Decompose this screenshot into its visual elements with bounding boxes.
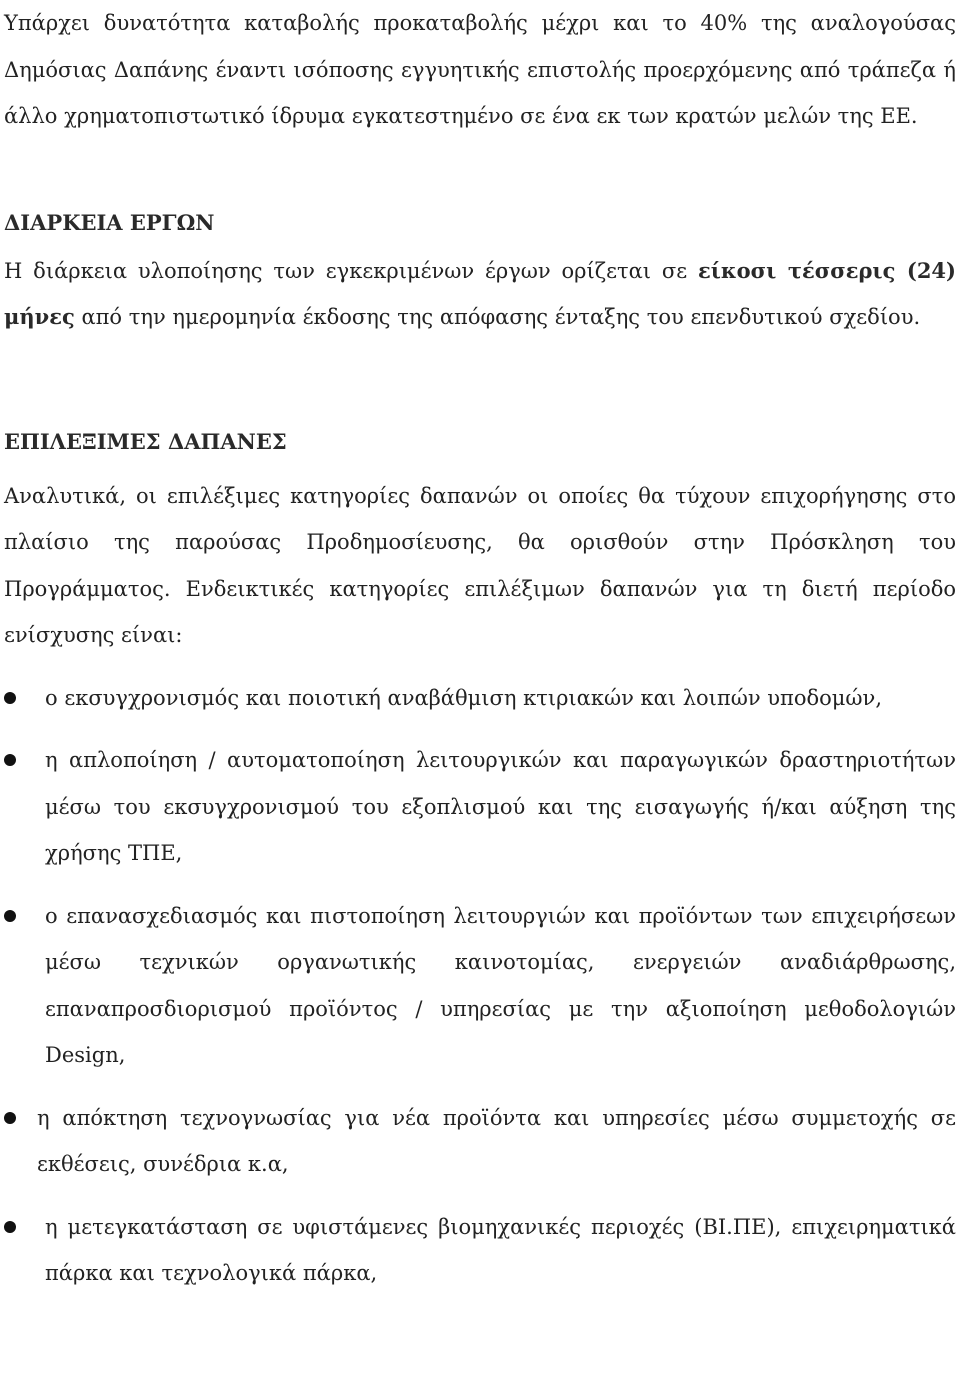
list-item: [4, 675, 956, 722]
list-item-text: ο εκσυγχρονισμός και ποιοτική αναβάθμιση κτιριακών και λοιπών υποδομών,: [45, 685, 882, 710]
list-item-text: η απλοποίηση / αυτοματοποίηση λειτουργικών και παραγωγικών δραστηριοτήτων μέσω του εκσυγχρονισμού του εξοπλισμού και της εισαγωγής ή/και αύξηση της χρήσης ΤΠΕ,: [45, 748, 956, 865]
bullet-icon: [4, 1112, 16, 1124]
list-item-text: η απόκτηση τεχνογνωσίας για νέα προϊόντα και υπηρεσίες μέσω συμμετοχής σε εκθέσεις, συνέδρια κ.α,: [37, 1105, 956, 1176]
intro-paragraph: Υπάρχει δυνατότητα καταβολής προκαταβολής μέχρι και το 40% της αναλογούσας Δημόσιας Δαπάνης έναντι ισόποσης εγγυητικής επιστολής προερχόμενης από τράπεζα ή άλλο χρηματοπιστωτικό ίδρυμα εγκατεστημένο σε ένα εκ των κρατών μελών της ΕΕ.: [4, 11, 956, 128]
list-item: [4, 737, 956, 877]
list-item-text: η μετεγκατάσταση σε υφιστάμενες βιομηχανικές περιοχές (ΒΙ.ΠΕ), επιχειρηματικά πάρκα και τεχνολογικά πάρκα,: [45, 1214, 956, 1285]
list-item-text: ο επανασχεδιασμός και πιστοποίηση λειτουργιών και προϊόντων των επιχειρήσεων μέσω τεχνικών οργανωτικής καινοτομίας, ενεργειών αναδιάρθρωσης, επαναπροσδιορισμού προϊόντος / υπηρεσίας με την αξιοποίηση μεθοδολογιών Design,: [45, 903, 956, 1067]
eligible-paragraph: Αναλυτικά, οι επιλέξιμες κατηγορίες δαπανών οι οποίες θα τύχουν επιχορήγησης στο πλαίσιο της παρούσας Προδημοσίευσης, θα ορισθούν στην Πρόσκληση του Προγράμματος. Ενδεικτικές κατηγορίες επιλέξιμων δαπανών για τη διετή περίοδο ενίσχυσης είναι:: [4, 483, 956, 647]
duration-period: είκοσι τέσσερις (24) μήνες: [4, 257, 956, 329]
bullet-icon: [4, 692, 16, 704]
duration-text-before: Η διάρκεια υλοποίησης των εγκεκριμένων έργων ορίζεται σε: [4, 258, 698, 283]
list-item: [4, 1095, 956, 1188]
list-item: [4, 1204, 956, 1297]
duration-heading: ΔΙΑΡΚΕΙΑ ΕΡΓΩΝ: [4, 209, 215, 235]
eligible-heading: ΕΠΙΛΕΞΙΜΕΣ ΔΑΠΑΝΕΣ: [4, 428, 287, 454]
document-page: [4, 0, 956, 1297]
duration-paragraph: [4, 248, 956, 341]
list-item: [4, 893, 956, 1079]
bullet-icon: [4, 754, 16, 766]
bullet-icon: [4, 910, 16, 922]
duration-text-after: από την ημερομηνία έκδοσης της απόφασης ένταξης του επενδυτικού σχεδίου.: [74, 305, 921, 329]
bullet-icon: [4, 1221, 16, 1233]
eligible-cost-list: [4, 675, 956, 1297]
